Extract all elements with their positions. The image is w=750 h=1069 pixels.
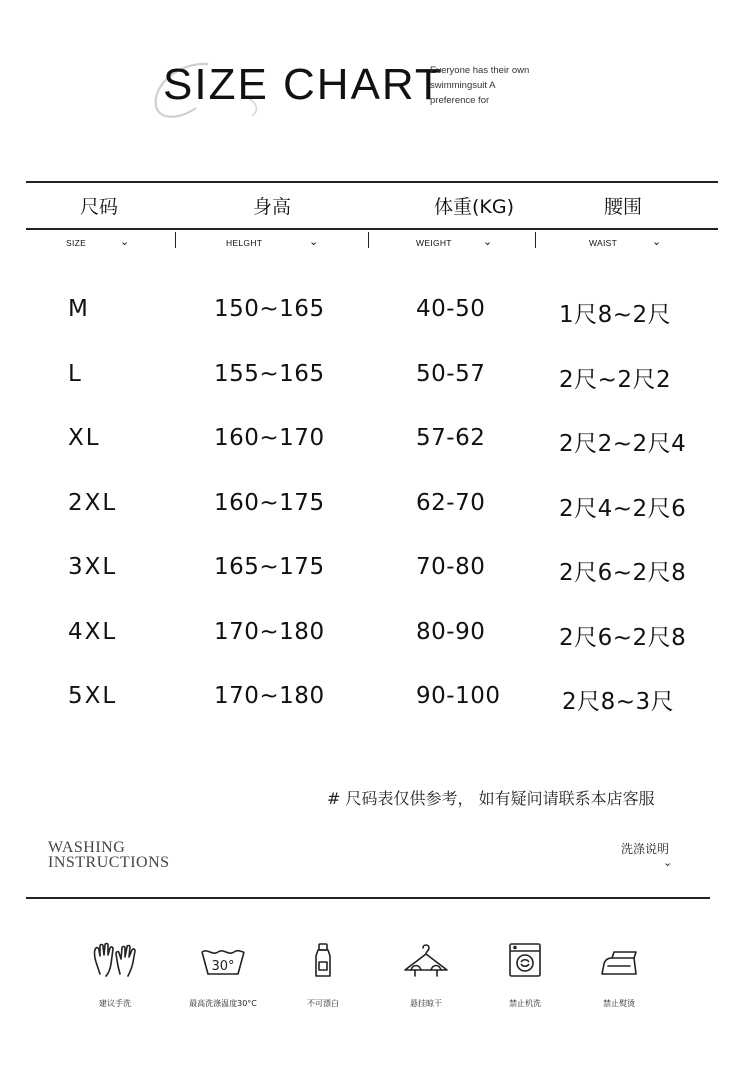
size-cell: M [68,296,90,322]
weight-cell: 90-100 [416,683,501,709]
height-cell: 165~175 [214,554,325,580]
tagline [430,63,580,108]
height-cell: 160~175 [214,490,325,516]
tagline-line: preference for [430,95,490,106]
table-row [0,296,750,336]
washing-rule [26,897,710,899]
table-row [0,554,750,594]
care-item-wash-temp [168,940,278,1009]
chevron-down-icon: ⌄ [309,235,319,248]
care-label: 最高洗涤温度30°C [189,999,257,1008]
table-row [0,683,750,723]
table-header-rule [26,228,718,230]
size-cell: 5XL [68,683,118,709]
weight-cell: 70-80 [416,554,486,580]
tagline-line: swimmingsuit A [430,80,496,91]
height-cell: 155~165 [214,361,325,387]
weight-cell: 40-50 [416,296,486,322]
header-height-zh: 身高 [253,196,292,218]
table-top-rule [26,181,718,183]
subheader-height: HELGHT [226,238,263,248]
height-cell: 170~180 [214,683,325,709]
waist-cell: 2尺6~2尺8 [559,625,687,651]
hand-wash-icon [90,940,140,980]
no-bleach-icon [298,940,348,980]
chevron-down-icon: ⌄ [120,235,130,248]
table-row [0,619,750,659]
chevron-down-icon: ⌄ [652,235,662,248]
header-size-zh: 尺码 [80,196,119,218]
header-waist-zh: 腰围 [604,196,643,218]
chevron-down-icon: ⌄ [663,856,673,869]
svg-text:30°: 30° [211,959,235,974]
care-label: 不可漂白 [307,999,339,1008]
weight-cell: 50-57 [416,361,486,387]
header-weight-zh: 体重(KG) [434,196,515,218]
weight-cell: 57-62 [416,425,486,451]
washing-title-line: INSTRUCTIONS [48,854,170,871]
column-divider [535,232,536,248]
care-label: 禁止熨烫 [603,999,635,1008]
subheader-waist: WAIST [589,238,618,248]
wash-temp-icon [198,940,248,980]
subheader-weight: WEIGHT [416,238,452,248]
care-label: 建议手洗 [99,999,131,1008]
waist-cell: 2尺4~2尺6 [559,496,687,522]
table-row [0,361,750,401]
height-cell: 150~165 [214,296,325,322]
table-row [0,425,750,465]
waist-cell: 2尺2~2尺4 [559,431,687,457]
no-machine-wash-icon [500,940,550,980]
care-label: 悬挂晾干 [410,999,442,1008]
care-item-hang-dry [371,940,481,1009]
size-cell: XL [68,425,101,451]
height-cell: 170~180 [214,619,325,645]
table-row [0,490,750,530]
care-item-hand-wash [60,940,170,1009]
weight-cell: 62-70 [416,490,486,516]
washing-title [48,840,170,870]
size-cell: L [68,361,83,387]
no-iron-icon [594,940,644,980]
size-cell: 4XL [68,619,118,645]
column-divider [175,232,176,248]
column-divider [368,232,369,248]
tagline-line: Everyone has their own [430,65,530,76]
waist-cell: 2尺6~2尺8 [559,560,687,586]
care-label: 禁止机洗 [509,999,541,1008]
size-cell: 3XL [68,554,118,580]
waist-cell: 2尺8~3尺 [562,689,675,715]
size-cell: 2XL [68,490,118,516]
subheader-size: SIZE [66,238,87,248]
washing-title-zh: 洗涤说明 [621,842,670,856]
waist-cell: 2尺~2尺2 [559,367,672,393]
size-chart-note: # 尺码表仅供参考， 如有疑问请联系本店客服 [327,789,655,808]
height-cell: 160~170 [214,425,325,451]
care-item-no-bleach [268,940,378,1009]
chevron-down-icon: ⌄ [483,235,493,248]
care-item-no-iron [564,940,674,1009]
weight-cell: 80-90 [416,619,486,645]
page-title: SIZE CHART [163,60,444,109]
waist-cell: 1尺8~2尺 [559,302,672,328]
hang-dry-icon [401,940,451,980]
washing-title-line: WASHING [48,839,126,856]
